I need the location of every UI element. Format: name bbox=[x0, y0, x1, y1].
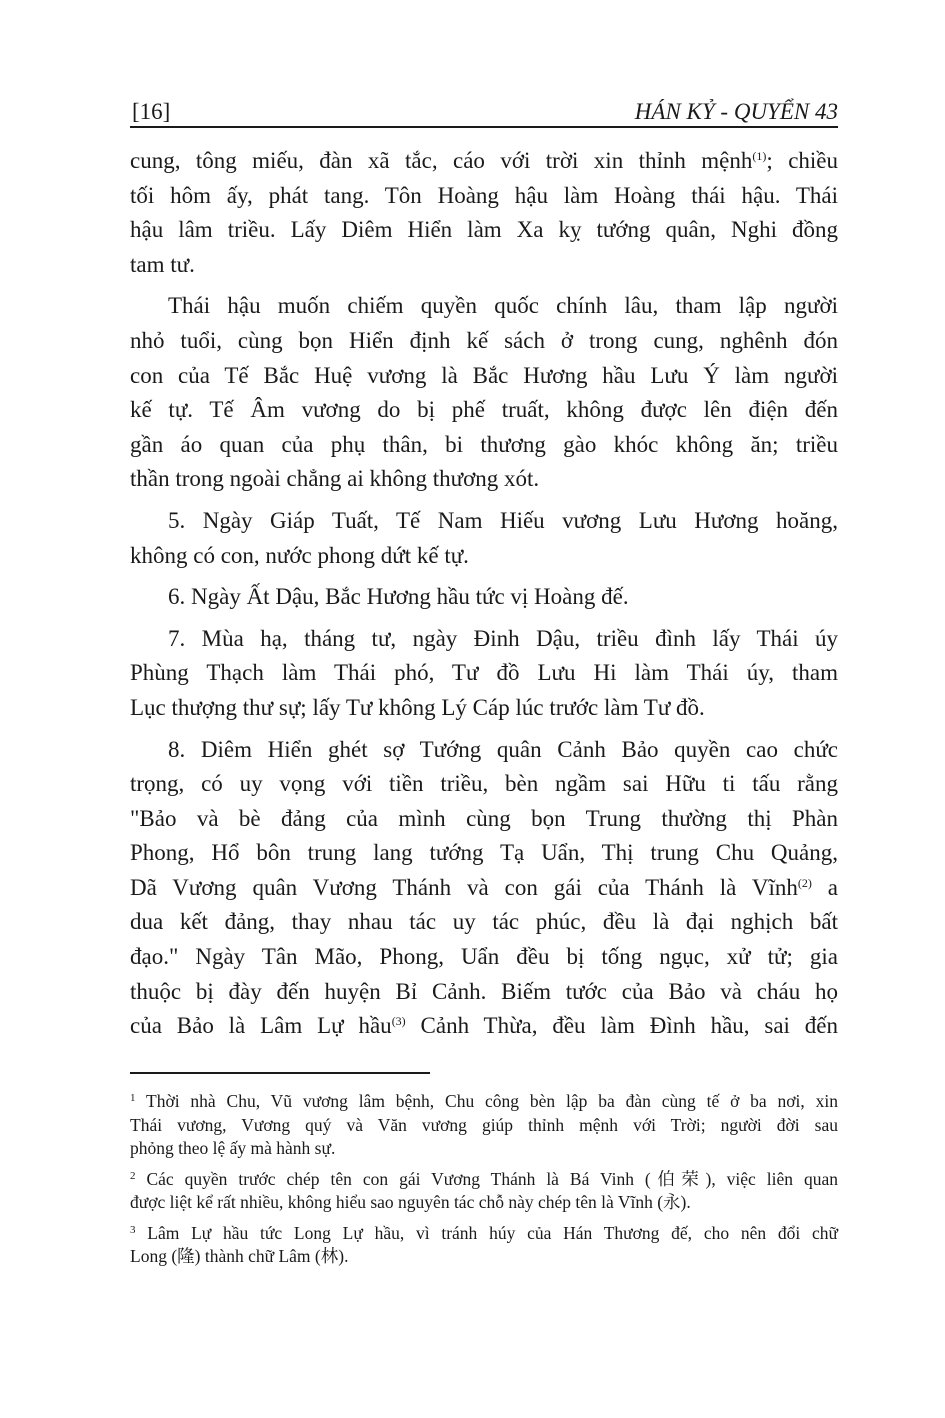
footnote-reference: 2 bbox=[130, 1169, 136, 1182]
text-line: hậu lâm triều. Lấy Diêm Hiển làm Xa kỵ tướng quân, Nghi đồng bbox=[130, 217, 838, 243]
footnote bbox=[130, 1168, 838, 1215]
text-line: Phùng Thạch làm Thái phó, Tư đồ Lưu Hi làm Thái úy, tham bbox=[130, 660, 838, 686]
page-number: [16] bbox=[132, 99, 171, 124]
footnote-separator bbox=[130, 1072, 430, 1074]
text-line: kế tự. Tế Âm vương do bị phế truất, không được lên điện đến bbox=[130, 397, 838, 423]
footnote-reference: (3) bbox=[391, 1014, 406, 1029]
text-line: 6. Ngày Ất Dậu, Bắc Hương hầu tức vị Hoàng đế. bbox=[168, 584, 629, 610]
text-line: dua kết đảng, thay nhau tác uy tác phúc, đều là đại nghịch bất bbox=[130, 909, 838, 935]
text-line: thần trong ngoài chẳng ai không thương xót. bbox=[130, 466, 540, 492]
text-line: tối hôm ấy, phát tang. Tôn Hoàng hậu làm Hoàng thái hậu. Thái bbox=[130, 182, 838, 208]
paragraph bbox=[130, 622, 838, 726]
text-line: Dã Vương quân Vương Thánh và con gái của Thánh là Vĩnh$^{(2)}$ a bbox=[130, 874, 838, 900]
running-title: HÁN KỶ - QUYỂN 43 bbox=[634, 99, 838, 124]
text-line: Long (隆) thành chữ Lâm (林). bbox=[130, 1246, 349, 1266]
text-line: "Bảo và bè đảng của mình cùng bọn Trung thường thị Phàn bbox=[130, 805, 838, 831]
text-line: 7. Mùa hạ, tháng tư, ngày Đinh Dậu, triều đình lấy Thái úy bbox=[168, 625, 838, 651]
text-line: phỏng theo lệ ấy mà hành sự. bbox=[130, 1138, 336, 1158]
body-text bbox=[130, 144, 838, 1044]
running-header bbox=[130, 96, 838, 128]
text-line: Phong, Hổ bôn trung lang tướng Tạ Uẩn, Thị trung Chu Quảng, bbox=[130, 840, 838, 866]
text-line: được liệt kể rất nhiều, không hiểu sao nguyên tác chỗ này chép tên là Vĩnh (永). bbox=[130, 1192, 691, 1212]
paragraph bbox=[130, 144, 838, 282]
text-line: Thái vương, Vương quý và Văn vương giúp thỉnh mệnh với Trời; người đời sau bbox=[130, 1114, 838, 1135]
text-line: $^2$ Các quyền trước chép tên con gái Vương Thánh là Bá Vinh (伯荣), việc liên quan bbox=[130, 1168, 838, 1189]
text-line: của Bảo là Lâm Lự hầu$^{(3)}$ Cảnh Thừa, đều làm Đình hầu, sai đến bbox=[130, 1013, 838, 1039]
text-line: con của Tế Bắc Huệ vương là Bắc Hương hầu Lưu Ý làm người bbox=[130, 362, 838, 388]
text-line: gần áo quan của phụ thân, bi thương gào khóc không ăn; triều bbox=[130, 431, 838, 457]
text-line: Thái hậu muốn chiếm quyền quốc chính lâu, tham lập người bbox=[168, 293, 838, 319]
footnotes bbox=[130, 1090, 838, 1269]
text-line: cung, tông miếu, đàn xã tắc, cáo với trời xin thỉnh mệnh$^{(1)}$; chiều bbox=[130, 148, 838, 173]
text-line: $^3$ Lâm Lự hầu tức Long Lự hầu, vì tránh húy của Hán Thương đế, cho nên đổi chữ bbox=[130, 1222, 838, 1243]
text-line: thuộc bị đày đến huyện Bỉ Cảnh. Biếm tước của Bảo và cháu họ bbox=[130, 978, 838, 1004]
text-line: 5. Ngày Giáp Tuất, Tế Nam Hiếu vương Lưu Hương hoăng, bbox=[168, 507, 838, 533]
footnote-reference: 3 bbox=[130, 1223, 136, 1236]
footnote bbox=[130, 1090, 838, 1161]
footnote-reference: (1) bbox=[752, 149, 767, 163]
footnote-reference: 1 bbox=[130, 1092, 136, 1104]
text-line: đạo." Ngày Tân Mão, Phong, Uẩn đều bị tống ngục, xử tử; gia bbox=[130, 944, 838, 970]
text-line: tam tư. bbox=[130, 251, 195, 277]
text-line: trọng, có uy vọng với tiền triều, bèn ngầm sai Hữu ti tấu rằng bbox=[130, 771, 838, 797]
paragraph bbox=[130, 289, 838, 497]
footnote-reference: (2) bbox=[797, 875, 812, 890]
text-line: không có con, nước phong dứt kế tự. bbox=[130, 542, 469, 568]
text-line: Lục thượng thư sự; lấy Tư không Lý Cáp lúc trước làm Tư đồ. bbox=[130, 694, 705, 720]
text-line: $^1$ Thời nhà Chu, Vũ vương lâm bệnh, Chu công bèn lập ba đàn cùng tế ở ba nơi, xin bbox=[130, 1091, 838, 1111]
text-line: nhỏ tuổi, cùng bọn Hiển định kế sách ở trong cung, nghênh đón bbox=[130, 327, 838, 353]
paragraph bbox=[130, 580, 838, 615]
paragraph bbox=[130, 504, 838, 573]
paragraph bbox=[130, 733, 838, 1044]
text-line: 8. Diêm Hiển ghét sợ Tướng quân Cảnh Bảo quyền cao chức bbox=[168, 736, 838, 762]
footnote bbox=[130, 1222, 838, 1269]
